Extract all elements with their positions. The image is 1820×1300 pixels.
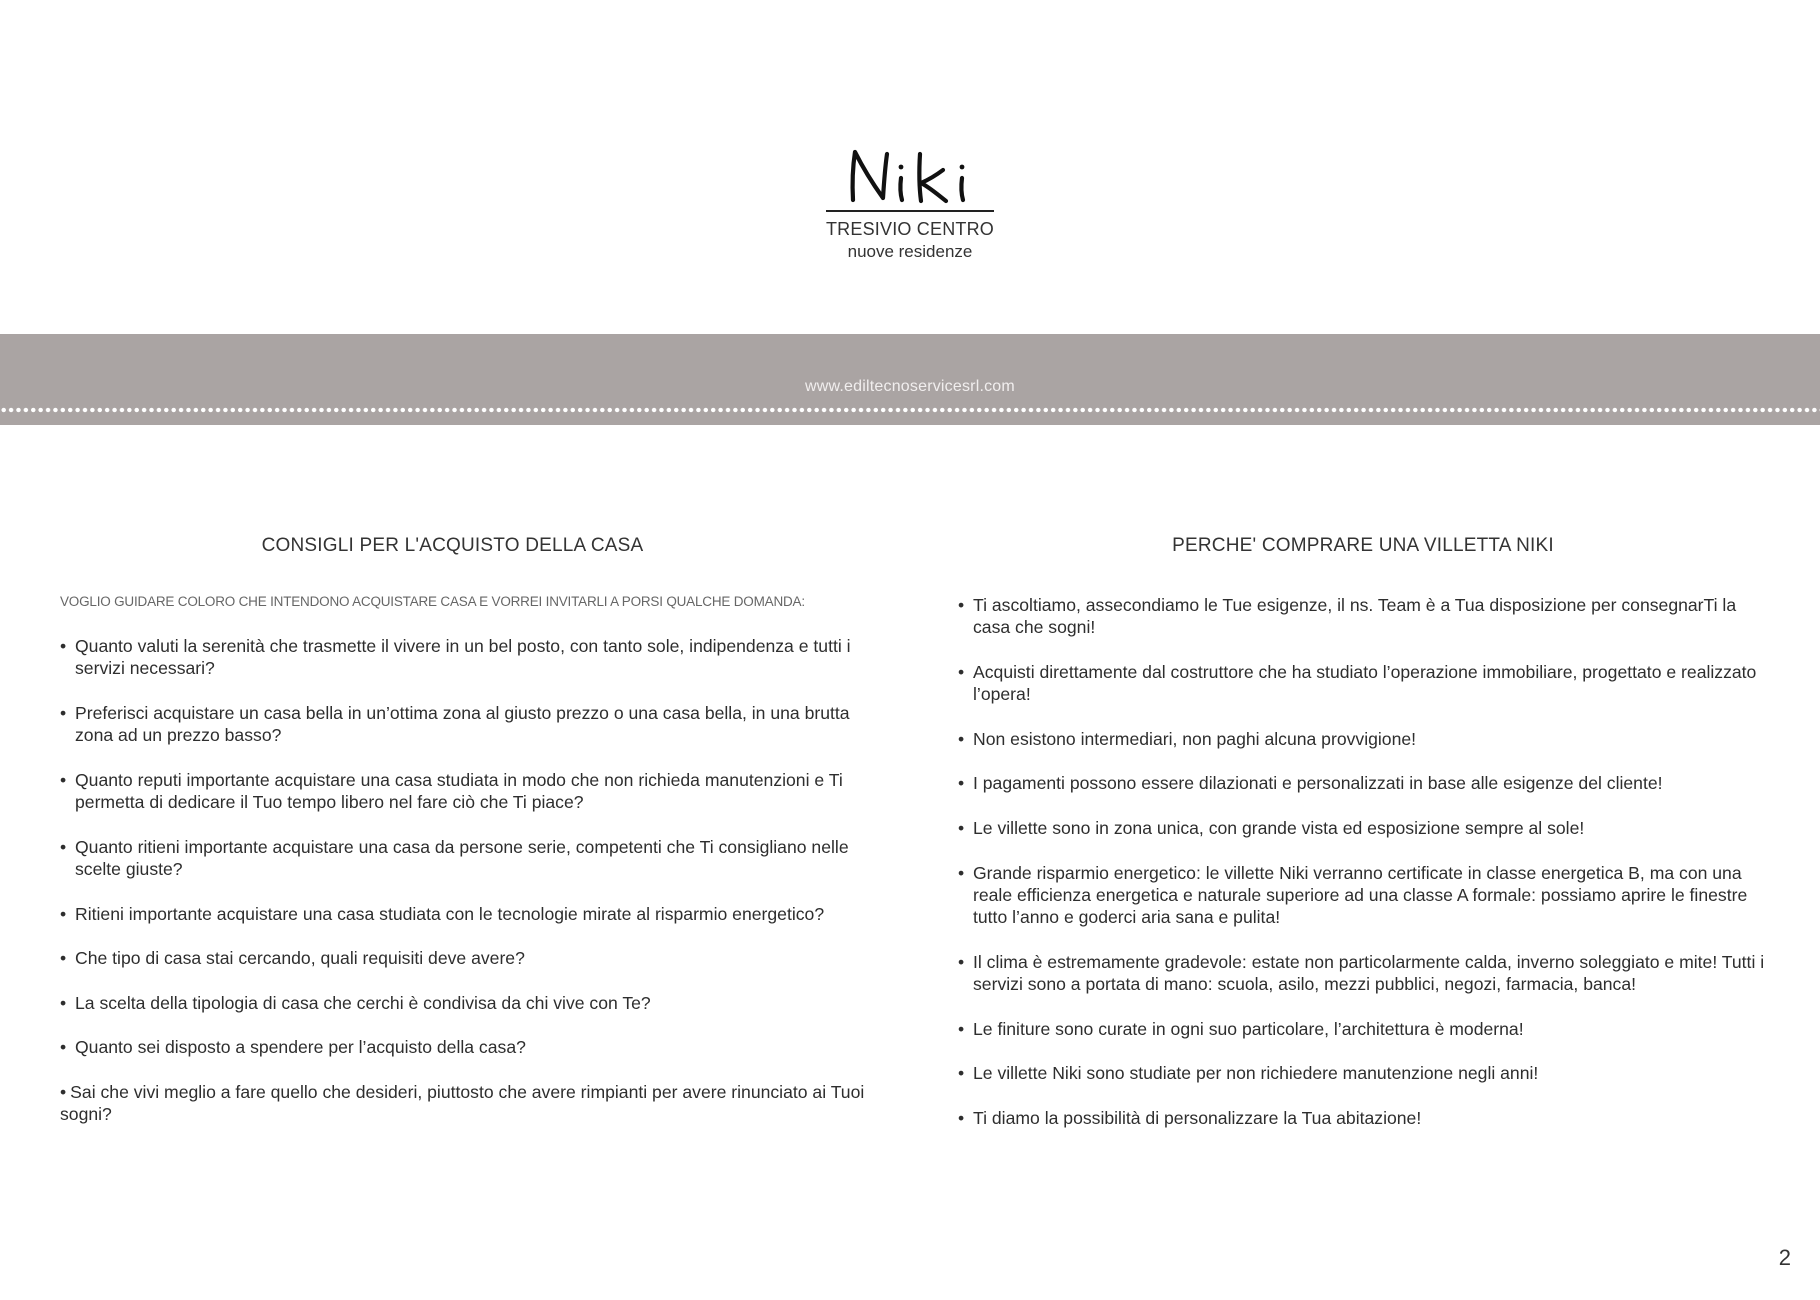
list-item-text: Preferisci acquistare un casa bella in un’ottima zona al giusto prezzo o una casa bella, in una brutta zona ad un prezzo basso?	[75, 702, 850, 746]
list-item-text: Quanto sei disposto a spendere per l’acquisto della casa?	[75, 1037, 526, 1058]
list-item	[60, 1036, 865, 1058]
list-item	[958, 772, 1768, 794]
bullet-icon: •	[60, 636, 67, 656]
bullet-icon: •	[60, 836, 67, 857]
page-number: 2	[1778, 1245, 1791, 1270]
bullet-icon: •	[60, 948, 67, 969]
bullet-icon: •	[958, 728, 965, 749]
list-item-text: Acquisti direttamente dal costruttore che ha studiato l’operazione immobiliare, progettato e realizzato l’opera!	[973, 661, 1757, 705]
bullet-icon: •	[60, 769, 67, 790]
bullet-icon: •	[60, 1081, 67, 1102]
reasons-list	[958, 594, 1768, 1129]
advice-column	[60, 535, 865, 1148]
list-item-text: I pagamenti possono essere dilazionati e personalizzati in base alle esigenze del cliente!	[973, 773, 1663, 794]
bullet-icon: •	[60, 903, 67, 924]
bullet-icon: •	[958, 595, 965, 615]
list-item	[958, 951, 1768, 996]
list-item-text: Le finiture sono curate in ogni suo particolare, l’architettura è moderna!	[973, 1018, 1524, 1039]
list-item-text: Il clima è estremamente gradevole: estate non particolarmente calda, inverno soleggiato e mite! Tutti i servizi sono a portata di mano: scuola, asilo, mezzi pubblici, negozi, farmacia, banca!	[973, 951, 1765, 995]
list-item-text: La scelta della tipologia di casa che cerchi è condivisa da chi vive con Te?	[75, 992, 651, 1013]
list-item	[958, 862, 1768, 929]
list-item	[60, 635, 865, 680]
advice-list	[60, 635, 865, 1126]
advice-intro: VOGLIO GUIDARE COLORO CHE INTENDONO ACQUISTARE CASA E VORREI INVITARLI A PORSI QUALCHE DOMANDA:	[60, 594, 805, 609]
list-item	[60, 947, 865, 969]
logo-underline	[826, 210, 994, 212]
list-item-text: Grande risparmio energetico: le villette Niki verranno certificate in classe energetica B, ma con una reale efficienza energetica e naturale superiore ad una classe A formale: possiamo aprire le finestre tutto l’anno e goderci aria sana e pulita!	[973, 862, 1748, 928]
list-item	[60, 992, 865, 1014]
bullet-icon: •	[958, 862, 965, 883]
bullet-icon: •	[60, 1037, 67, 1058]
logo-subtitle-location: TRESIVIO CENTRO	[825, 219, 994, 239]
list-item-text: Le villette sono in zona unica, con grande vista ed esposizione sempre al sole!	[973, 817, 1585, 838]
list-item	[60, 769, 865, 814]
bullet-icon: •	[958, 817, 965, 838]
list-item	[60, 836, 865, 881]
list-item-text: Quanto reputi importante acquistare una casa studiata in modo che non richieda manutenzioni e Ti permetta di dedicare il Tuo tempo libero nel fare ciò che Ti piace?	[75, 769, 843, 813]
bullet-icon: •	[60, 702, 67, 723]
list-item	[958, 594, 1768, 639]
list-item-text: Le villette Niki sono studiate per non richiedere manutenzione negli anni!	[973, 1063, 1539, 1084]
list-item-text: Quanto ritieni importante acquistare una casa da persone serie, competenti che Ti consigliano nelle scelte giuste?	[75, 836, 849, 879]
list-item	[958, 728, 1768, 750]
list-item	[958, 661, 1768, 706]
bullet-icon: •	[60, 992, 67, 1013]
list-item-text: Ti ascoltiamo, assecondiamo le Tue esigenze, il ns. Team è a Tua disposizione per consegnarTi la casa che sogni!	[973, 595, 1737, 638]
bullet-icon: •	[958, 1107, 965, 1128]
logo-block	[0, 140, 1820, 262]
url-band	[0, 334, 1820, 425]
list-item	[958, 1062, 1768, 1084]
list-item	[60, 1081, 865, 1126]
list-item	[958, 817, 1768, 839]
reasons-column	[958, 535, 1768, 1151]
list-item-text: Quanto valuti la serenità che trasmette il vivere in un bel posto, con tanto sole, indipendenza e tutti i servizi necessari?	[75, 636, 851, 679]
list-item	[60, 903, 865, 925]
list-item-text: Ti diamo la possibilità di personalizzare la Tua abitazione!	[973, 1107, 1422, 1128]
list-item	[958, 1018, 1768, 1040]
list-item-text: Ritieni importante acquistare una casa studiata con le tecnologie mirate al risparmio energetico?	[75, 903, 825, 924]
niki-logo	[825, 140, 995, 210]
dotted-divider	[0, 407, 1820, 413]
advice-title: CONSIGLI PER L'ACQUISTO DELLA CASA	[261, 535, 644, 556]
website-url[interactable]: www.ediltecnoservicesrl.com	[805, 378, 1015, 395]
list-item-text: Non esistono intermediari, non paghi alcuna provvigione!	[973, 728, 1417, 749]
list-item-text: Sai che vivi meglio a fare quello che desideri, piuttosto che avere rimpianti per avere rinunciato ai Tuoi sogni?	[60, 1081, 865, 1125]
bullet-icon: •	[958, 661, 965, 682]
list-item	[60, 702, 865, 747]
reasons-title: PERCHE' COMPRARE UNA VILLETTA NIKI	[1172, 535, 1554, 556]
logo-subtitle-tagline: nuove residenze	[847, 242, 973, 261]
list-item-text: Che tipo di casa stai cercando, quali requisiti deve avere?	[75, 948, 525, 969]
bullet-icon: •	[958, 773, 965, 794]
bullet-icon: •	[958, 1018, 965, 1039]
bullet-icon: •	[958, 951, 965, 972]
list-item	[958, 1107, 1768, 1129]
bullet-icon: •	[958, 1063, 965, 1084]
